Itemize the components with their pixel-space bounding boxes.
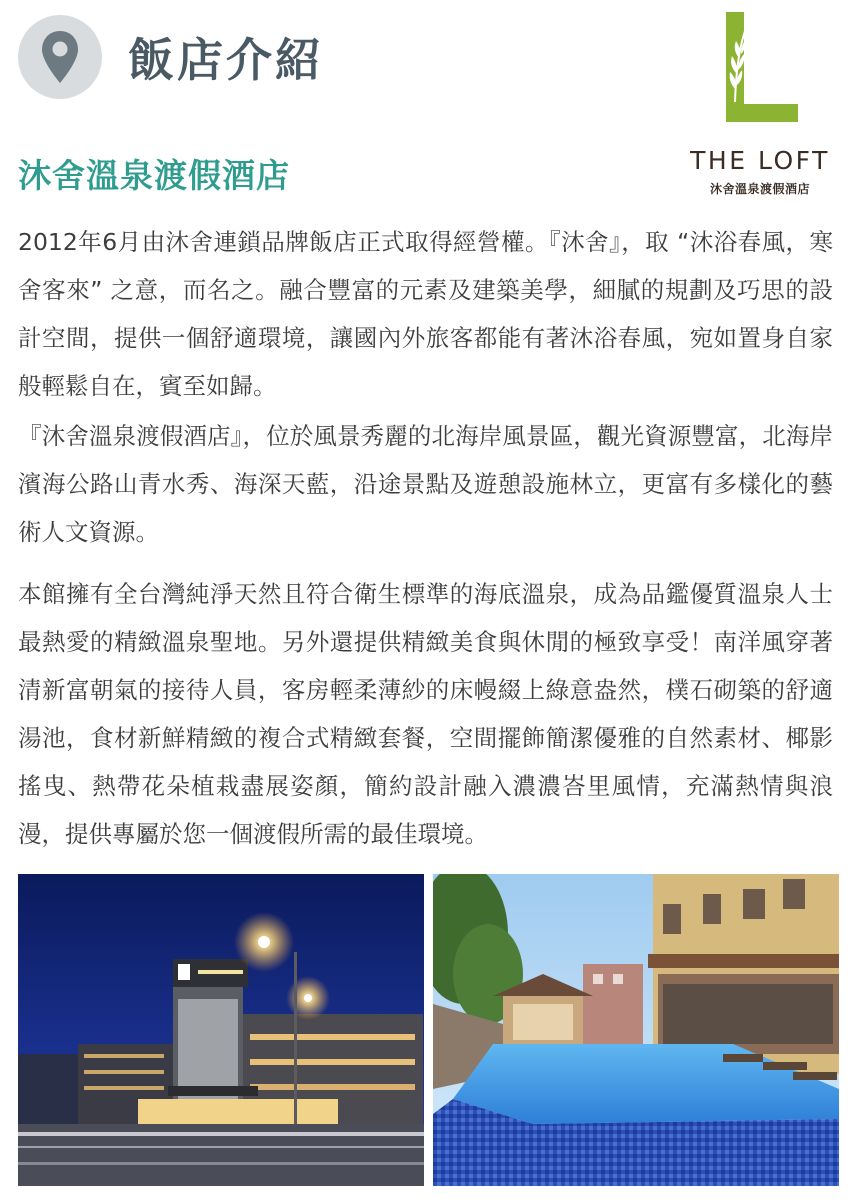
page-header — [18, 14, 324, 100]
intro-paragraph: 2012年6月由沐舍連鎖品牌飯店正式取得經營權。『沐舍』，取 “沐浴春風，寒舍客來” 之意，而名之。融合豐富的元素及建築美學，細膩的規劃及巧思的設計空間，提供一個舒適環境，讓國內外旅客都能有著沐浴春風，宛如置身自家般輕鬆自在，賓至如歸。 — [18, 228, 833, 400]
hotel-night-exterior-photo — [18, 874, 424, 1186]
leaf-l-logo-icon — [724, 12, 800, 122]
hotel-pool-photo — [433, 874, 839, 1186]
logo-subtitle: 沐舍溫泉渡假酒店 — [709, 182, 810, 196]
location-paragraph: 『沐舍溫泉渡假酒店』，位於風景秀麗的北海岸風景區，觀光資源豐富，北海岸濱海公路山青水秀、海深天藍，沿途景點及遊憩設施林立，更富有多樣化的藝術人文資源。 — [18, 422, 833, 546]
hotel-name-heading: 沐舍溫泉渡假酒店 — [18, 156, 290, 195]
facilities-paragraph: 本館擁有全台灣純淨天然且符合衛生標準的海底溫泉，成為品鑑優質溫泉人士最熱愛的精緻溫泉聖地。另外還提供精緻美食與休閒的極致享受！南洋風穿著清新富朝氣的接待人員，客房輕柔薄紗的床幔綴上綠意盎然，樸石砌築的舒適湯池，食材新鮮精緻的複合式精緻套餐，空間擺飾簡潔優雅的自然素材、椰影搖曳、熱帶花朵植栽盡展姿顏，簡約設計融入濃濃峇里風情，充滿熱情與浪漫，提供專屬於您一個渡假所需的最佳環境。 — [18, 580, 833, 848]
logo-brand-name: THE LOFT — [690, 146, 830, 175]
hotel-logo — [680, 12, 840, 202]
location-pin-icon — [18, 15, 102, 99]
page-title: 飯店介紹 — [128, 33, 324, 87]
